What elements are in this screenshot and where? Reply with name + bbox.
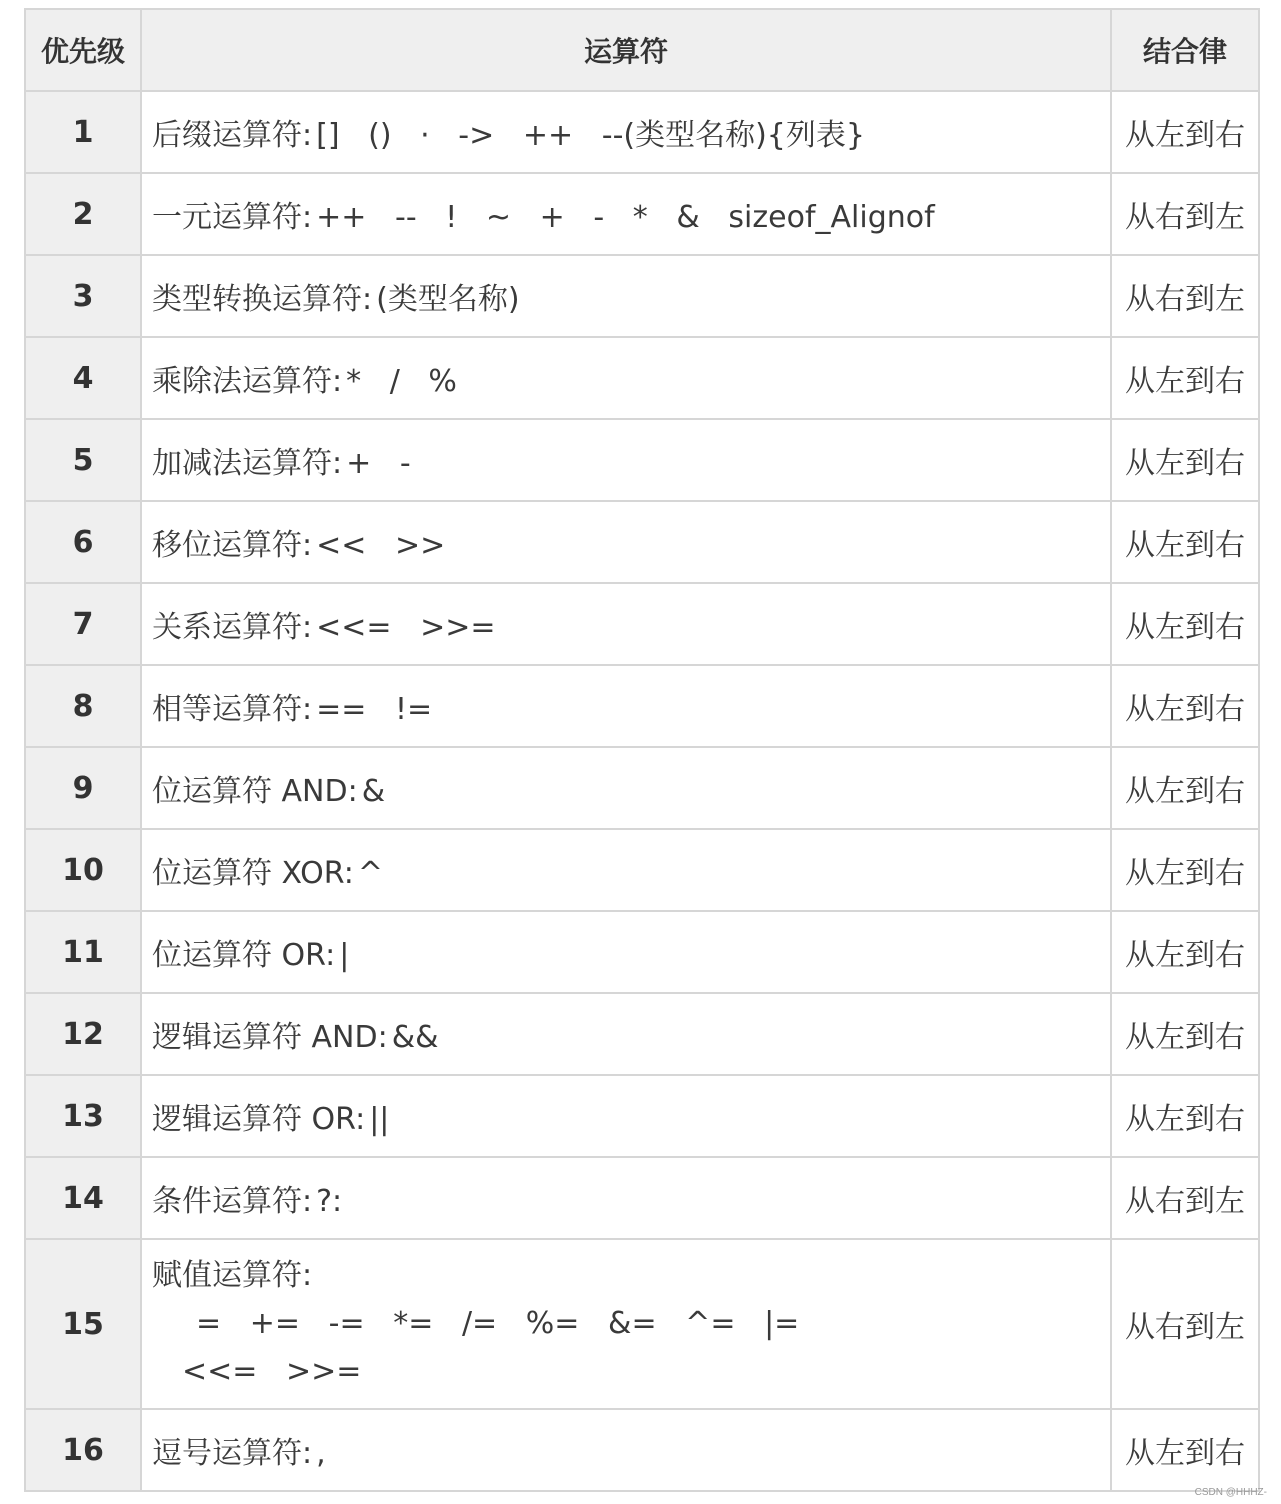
header-rank: 优先级	[25, 9, 141, 91]
operator-cell	[141, 911, 1111, 993]
operator-symbols-line-2: <<= >>=	[182, 1354, 362, 1389]
operator-label: 加减法运算符:	[152, 446, 343, 481]
operator-label: 乘除法运算符:	[152, 364, 343, 399]
rank-cell: 16	[25, 1409, 141, 1491]
assoc-cell: 从左到右	[1111, 829, 1259, 911]
assoc-cell: 从左到右	[1111, 501, 1259, 583]
operator-precedence-table	[24, 8, 1260, 1492]
operator-label: 一元运算符:	[152, 200, 313, 235]
assoc-cell: 从左到右	[1111, 747, 1259, 829]
table-row	[25, 173, 1259, 255]
operator-symbols: ++ -- ! ~ + - * & sizeof_Alignof	[316, 200, 935, 235]
rank-cell: 1	[25, 91, 141, 173]
operator-cell	[141, 173, 1111, 255]
operator-symbols: * / %	[346, 364, 457, 399]
operator-label: 赋值运算符:	[152, 1258, 313, 1293]
rank-cell: 7	[25, 583, 141, 665]
assoc-cell: 从左到右	[1111, 1409, 1259, 1491]
operator-label: 后缀运算符:	[152, 118, 313, 153]
operator-symbols: ^	[357, 856, 383, 891]
assoc-cell: 从左到右	[1111, 583, 1259, 665]
rank-cell: 6	[25, 501, 141, 583]
rank-cell: 2	[25, 173, 141, 255]
rank-cell: 15	[25, 1239, 141, 1409]
header-row	[25, 9, 1259, 91]
operator-cell	[141, 1157, 1111, 1239]
operator-cell	[141, 1239, 1111, 1409]
operator-symbols-line-1: = += -= *= /= %= &= ^= |=	[196, 1306, 800, 1341]
assoc-cell: 从左到右	[1111, 91, 1259, 173]
rank-cell: 3	[25, 255, 141, 337]
operator-cell	[141, 829, 1111, 911]
rank-cell: 8	[25, 665, 141, 747]
operator-label: 类型转换运算符:	[152, 282, 373, 317]
table-row	[25, 337, 1259, 419]
assoc-cell: 从右到左	[1111, 173, 1259, 255]
assoc-cell: 从右到左	[1111, 255, 1259, 337]
assoc-cell: 从左到右	[1111, 337, 1259, 419]
rank-cell: 12	[25, 993, 141, 1075]
rank-cell: 13	[25, 1075, 141, 1157]
operator-symbols: |	[339, 938, 350, 973]
operator-cell	[141, 255, 1111, 337]
rank-cell: 4	[25, 337, 141, 419]
operator-label: 条件运算符:	[152, 1184, 313, 1219]
table-row	[25, 1075, 1259, 1157]
operator-label: 位运算符 XOR:	[152, 856, 354, 891]
table-row	[25, 1157, 1259, 1239]
assoc-cell: 从右到左	[1111, 1239, 1259, 1409]
operator-symbols: ||	[369, 1102, 390, 1137]
operator-cell	[141, 1409, 1111, 1491]
operator-label: 位运算符 AND:	[152, 774, 358, 809]
assoc-cell: 从左到右	[1111, 911, 1259, 993]
operator-symbols: &	[361, 774, 386, 809]
rank-cell: 14	[25, 1157, 141, 1239]
table-row	[25, 255, 1259, 337]
table-row	[25, 993, 1259, 1075]
operator-symbols: (类型名称)	[376, 282, 520, 317]
table-row	[25, 747, 1259, 829]
operator-cell	[141, 419, 1111, 501]
operator-symbols: ,	[316, 1436, 326, 1471]
operator-symbols: == !=	[316, 692, 433, 727]
header-assoc: 结合律	[1111, 9, 1259, 91]
operator-symbols: << >>	[316, 528, 446, 563]
operator-symbols: ?:	[316, 1184, 343, 1219]
table-row	[25, 665, 1259, 747]
table-row	[25, 583, 1259, 665]
operator-cell	[141, 993, 1111, 1075]
watermark: CSDN @HHHZ-	[1194, 1487, 1267, 1498]
operator-cell	[141, 665, 1111, 747]
assoc-cell: 从左到右	[1111, 665, 1259, 747]
operator-cell	[141, 337, 1111, 419]
operator-symbols: + -	[346, 446, 411, 481]
header-operator: 运算符	[141, 9, 1111, 91]
assoc-cell: 从左到右	[1111, 419, 1259, 501]
operator-label: 关系运算符:	[152, 610, 313, 645]
table-row	[25, 829, 1259, 911]
table-row	[25, 91, 1259, 173]
rank-cell: 11	[25, 911, 141, 993]
operator-cell	[141, 747, 1111, 829]
operator-label: 逻辑运算符 OR:	[152, 1102, 366, 1137]
operator-label: 逻辑运算符 AND:	[152, 1020, 388, 1055]
rank-cell: 5	[25, 419, 141, 501]
table-row	[25, 1409, 1259, 1491]
table-row	[25, 911, 1259, 993]
assoc-cell: 从右到左	[1111, 1157, 1259, 1239]
operator-label: 位运算符 OR:	[152, 938, 336, 973]
table-row	[25, 501, 1259, 583]
table-row	[25, 1239, 1259, 1409]
operator-label: 移位运算符:	[152, 528, 313, 563]
rank-cell: 9	[25, 747, 141, 829]
operator-symbols: [] () · -> ++ --(类型名称){列表}	[316, 118, 865, 153]
table-row	[25, 419, 1259, 501]
assoc-cell: 从左到右	[1111, 993, 1259, 1075]
operator-symbols: <<= >>=	[316, 610, 496, 645]
operator-symbols: &&	[391, 1020, 439, 1055]
operator-cell	[141, 91, 1111, 173]
rank-cell: 10	[25, 829, 141, 911]
operator-cell	[141, 501, 1111, 583]
operator-cell	[141, 1075, 1111, 1157]
assoc-cell: 从左到右	[1111, 1075, 1259, 1157]
operator-cell	[141, 583, 1111, 665]
operator-label: 相等运算符:	[152, 692, 313, 727]
operator-label: 逗号运算符:	[152, 1436, 313, 1471]
